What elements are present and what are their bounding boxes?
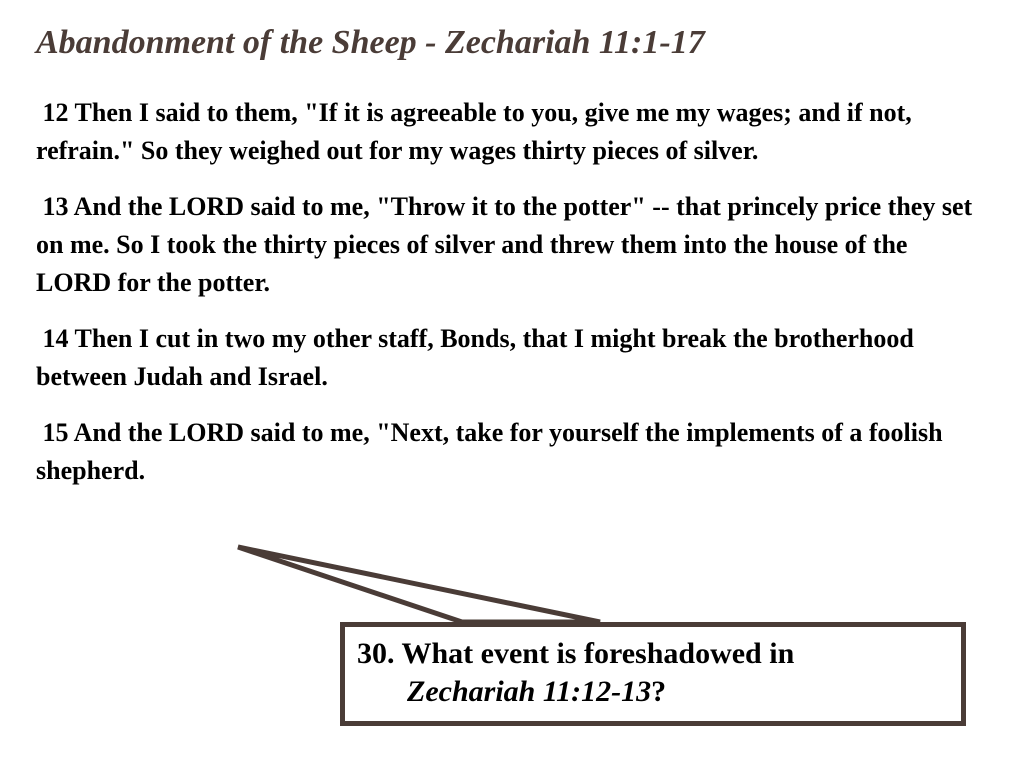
verse-number: 13	[42, 192, 69, 221]
verse-text: Then I cut in two my other staff, Bonds, that I might break the brotherhood between Judah and Israel.	[36, 324, 914, 391]
slide-title: Abandonment of the Sheep - Zechariah 11:1-17	[36, 24, 705, 61]
verse-12	[36, 94, 986, 170]
verse-number: 15	[42, 418, 69, 447]
verse-number: 12	[42, 98, 69, 127]
question-mark: ?	[651, 675, 667, 708]
question-reference-line	[357, 673, 949, 711]
verse-number: 14	[42, 324, 69, 353]
verse-13	[36, 188, 986, 302]
question-text: 30. What event is foreshadowed in	[357, 637, 795, 670]
verse-14	[36, 320, 986, 396]
question-callout	[340, 622, 966, 726]
verse-text: And the LORD said to me, "Throw it to the potter" -- that princely price they set on me. So I took the thirty pieces of silver and threw them into the house of the LORD for the potter.	[36, 192, 973, 297]
question-reference: Zechariah 11:12-13	[407, 675, 652, 708]
callout-pointer-shape	[238, 547, 600, 622]
verse-text: And the LORD said to me, "Next, take for yourself the implements of a foolish shepherd.	[36, 418, 943, 485]
verse-15	[36, 414, 986, 490]
verse-text: Then I said to them, "If it is agreeable to you, give me my wages; and if not, refrain." So they weighed out for my wages thirty pieces of silver.	[36, 98, 912, 165]
verse-list	[36, 94, 986, 508]
